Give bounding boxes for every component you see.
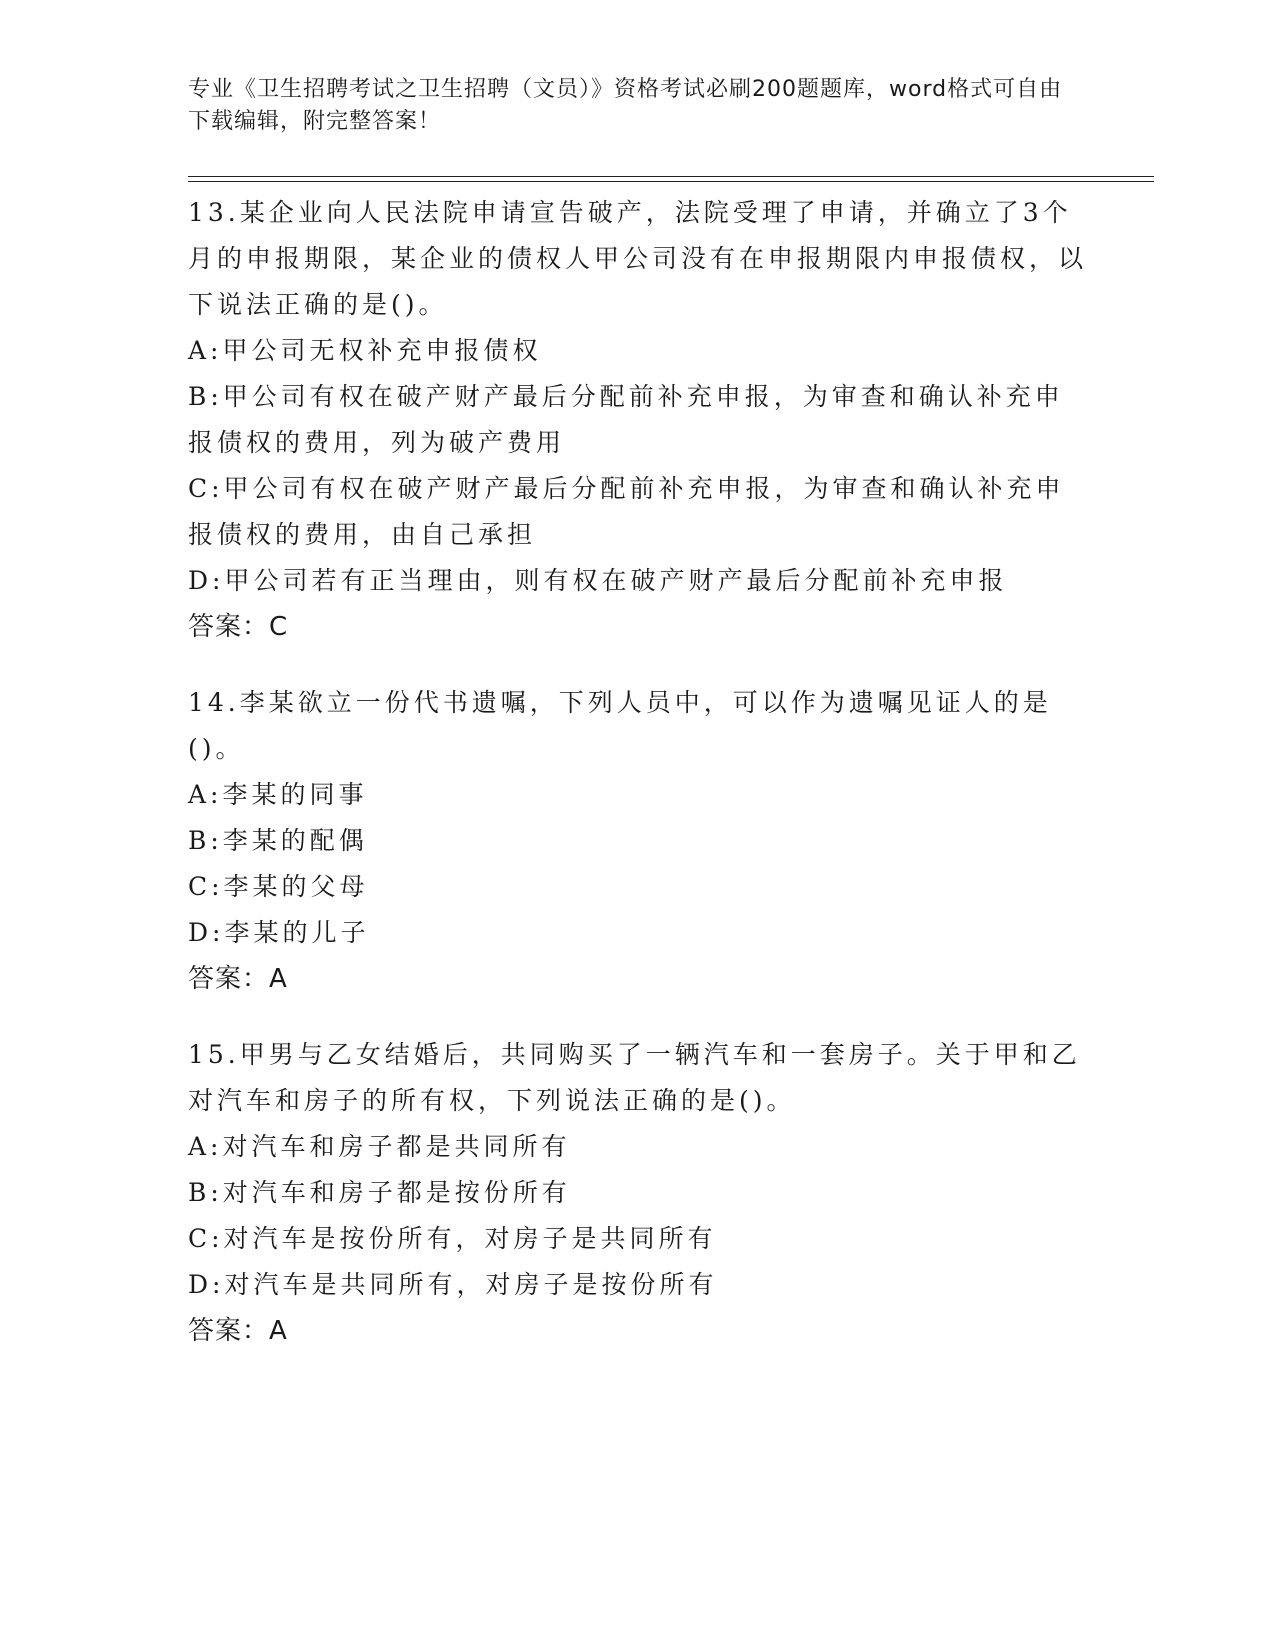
option-c: C:甲公司有权在破产财产最后分配前补充申报，为审查和确认补充申报债权的费用，由自己承担 bbox=[188, 474, 1065, 549]
option-b: B:对汽车和房子都是按份所有 bbox=[188, 1178, 571, 1207]
option-d: D:李某的儿子 bbox=[188, 918, 370, 947]
question-13 bbox=[188, 190, 1088, 650]
option-c: C:对汽车是按份所有，对房子是共同所有 bbox=[188, 1224, 717, 1253]
option-a: A:对汽车和房子都是共同所有 bbox=[188, 1132, 571, 1161]
answer: 答案：C bbox=[188, 612, 289, 642]
question-stem: 15.甲男与乙女结婚后，共同购买了一辆汽车和一套房子。关于甲和乙对汽车和房子的所有权，下列说法正确的是()。 bbox=[188, 1040, 1081, 1115]
option-b: B:李某的配偶 bbox=[188, 826, 368, 855]
option-d: D:甲公司若有正当理由，则有权在破产财产最后分配前补充申报 bbox=[188, 566, 1008, 595]
option-a: A:李某的同事 bbox=[188, 780, 368, 809]
page-header: 专业《卫生招聘考试之卫生招聘（文员）》资格考试必刷200题题库，word格式可自由下载编辑，附完整答案！ bbox=[188, 77, 1063, 134]
answer: 答案：A bbox=[188, 964, 288, 994]
option-b: B:甲公司有权在破产财产最后分配前补充申报，为审查和确认补充申报债权的费用，列为破产费用 bbox=[188, 382, 1064, 457]
option-a: A:甲公司无权补充申报债权 bbox=[188, 336, 542, 365]
question-15 bbox=[188, 1032, 1088, 1354]
question-14 bbox=[188, 680, 1088, 1002]
question-list bbox=[188, 190, 1088, 1384]
answer: 答案：A bbox=[188, 1316, 288, 1346]
question-stem: 14.李某欲立一份代书遗嘱，下列人员中，可以作为遗嘱见证人的是()。 bbox=[188, 688, 1052, 763]
option-c: C:李某的父母 bbox=[188, 872, 369, 901]
question-stem: 13.某企业向人民法院申请宣告破产，法院受理了申请，并确立了3个月的申报期限，某企业的债权人甲公司没有在申报期限内申报债权，以下说法正确的是()。 bbox=[188, 198, 1088, 319]
option-d: D:对汽车是共同所有，对房子是按份所有 bbox=[188, 1270, 718, 1299]
header-divider bbox=[188, 176, 1154, 182]
